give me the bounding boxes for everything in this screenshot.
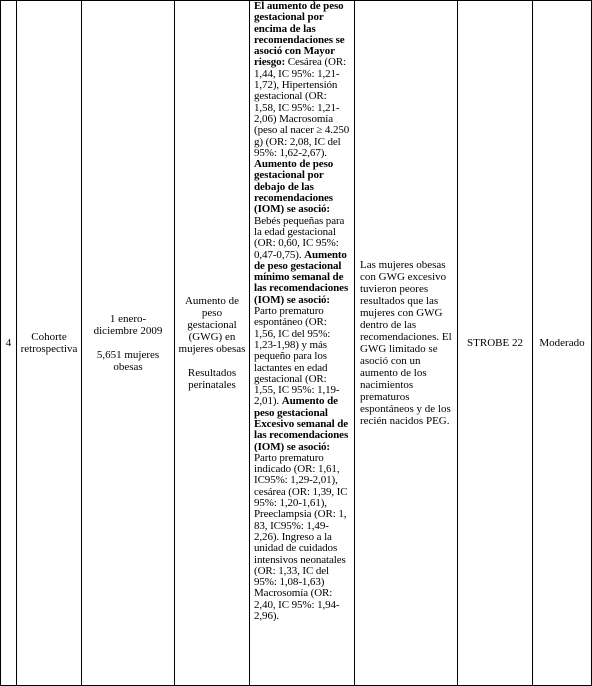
table-row: [1, 1, 592, 686]
guideline-cell: STROBE 22: [458, 1, 533, 686]
period-sample-cell: [82, 1, 175, 686]
results-group-1-text: Cesárea (OR: 1,44, IC 95%: 1,21-1,72), Hipertensión gestacional (OR: 1,58, IC 95%: 1,21-2,06) Macrosomía (peso al nacer ≥ 4.250 g) (OR: 2,08, IC del 95%: 1,62-2,67).: [254, 56, 350, 159]
results-group-4-title: Aumento de peso gestacional Excesivo semanal de las recomendaciones (IOM) se asoció:: [254, 395, 349, 453]
outcome-variable: Resultados perinatales: [187, 367, 237, 391]
study-period: 1 enero-diciembre 2009: [93, 313, 163, 337]
study-number-cell: 4: [1, 1, 17, 686]
results-group-3-text: Parto prematuro espontáneo (OR: 1,56, IC del 95%: 1,23-1,98) y más pequeño para los lactantes en edad gestacional (OR: 1,55, IC 95%: 1,19-2,01).: [254, 305, 340, 408]
results-group-2-text: Bebés pequeñas para la edad gestacional (OR: 0,60, IC 95%: 0,47-0,75).: [254, 214, 345, 261]
study-design-cell: Cohorte retrospectiva: [17, 1, 82, 686]
study-sample: 5,651 mujeres obesas: [96, 349, 160, 373]
results-group-2-title: Aumento de peso gestacional por debajo de las recomendaciones (IOM) se asoció:: [254, 158, 334, 216]
quality-cell: Moderado: [533, 1, 592, 686]
results-group-4-text: Parto prematuro indicado (OR: 1,61, IC95%: 1,29-2,01), cesárea (OR: 1,39, IC 95%: 1,20-1,61), Preeclampsia (OR: 1, 83, IC95%: 1,49-2,26). Ingreso a la unidad de cuidados intensivos neonatales (OR: 1,33, IC del 95%: 1,08-1,63) Macrosomía (OR: 2,40, IC 95%: 1,94-2,96).: [254, 451, 348, 623]
exposure-variable: Aumento de peso gestacional (GWG) en mujeres obesas: [178, 295, 246, 355]
conclusion-cell: Las mujeres obesas con GWG excesivo tuvieron peores resultados que las mujeres con GWG dentro de las recomendaciones. El GWG limitado se asoció con un aumento de los nacimientos prematuros espontáneos y de los recién nacidos PEG.: [355, 1, 458, 686]
results-cell: [250, 1, 355, 686]
variables-cell: [175, 1, 250, 686]
results-group-3-title: Aumento de peso gestacional mínimo semanal de las recomendaciones (IOM) se asoció:: [254, 248, 349, 306]
results-group-1-title: El aumento de peso gestacional por encima de las recomendaciones se asoció con Mayor riesgo:: [254, 0, 345, 69]
